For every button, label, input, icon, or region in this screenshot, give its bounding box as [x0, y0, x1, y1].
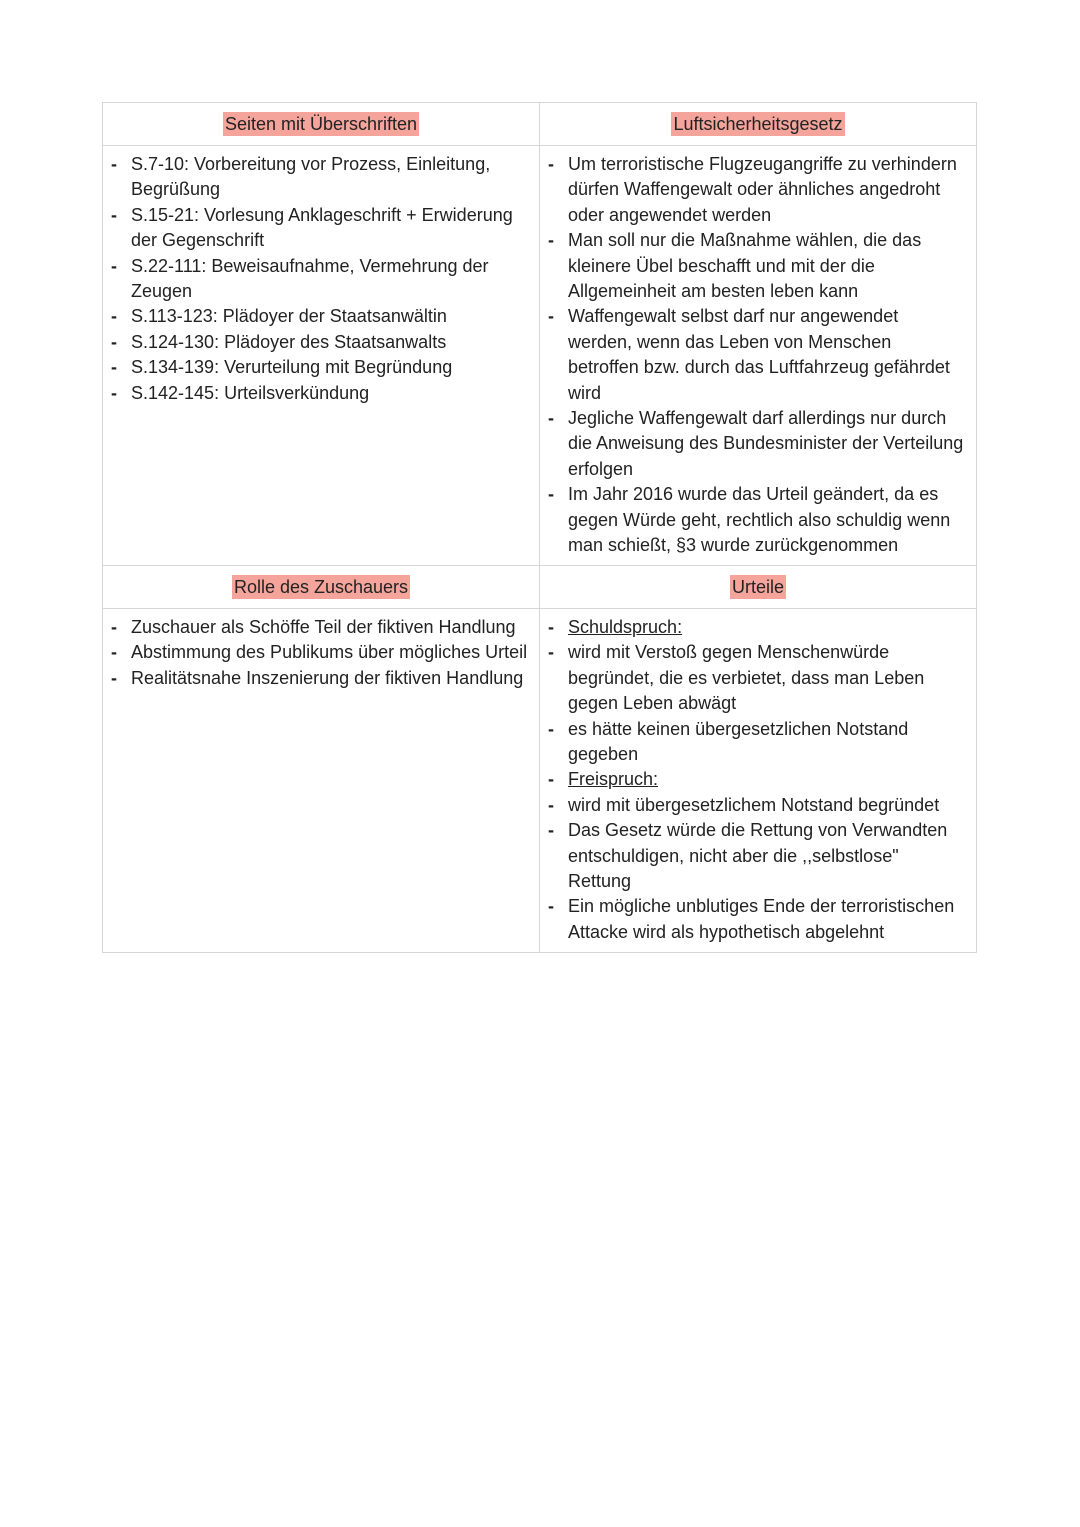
list-item: - Man soll nur die Maßnahme wählen, die das kleinere Übel beschafft und mit der die Allgemeinheit am besten leben kann — [546, 228, 966, 304]
list-item: - S.124-130: Plädoyer des Staatsanwalts — [109, 330, 529, 355]
section-title-pages: Seiten mit Überschriften — [224, 114, 418, 134]
list-item: - S.134-139: Verurteilung mit Begründung — [109, 355, 529, 380]
section-title-law: Luftsicherheitsgesetz — [673, 114, 843, 134]
acquittal-heading: Freispruch: — [568, 769, 659, 790]
list-item: - Ein mögliche unblutiges Ende der terroristischen Attacke wird als hypothetisch abgelehnt — [546, 894, 966, 945]
verdicts-cell — [540, 609, 977, 953]
guilty-heading: Schuldspruch: — [568, 617, 683, 637]
list-item: - S.15-21: Vorlesung Anklageschrift + Erwiderung der Gegenschrift — [109, 203, 529, 254]
list-item-acquittal-heading — [546, 767, 966, 792]
law-list — [546, 152, 966, 559]
list-item: - Im Jahr 2016 wurde das Urteil geändert, da es gegen Würde geht, rechtlich also schuldig wenn man schießt, §3 wurde zurückgenommen — [546, 482, 966, 558]
pages-cell — [103, 146, 540, 566]
list-item: - S.7-10: Vorbereitung vor Prozess, Einleitung, Begrüßung — [109, 152, 529, 203]
list-item: - Das Gesetz würde die Rettung von Verwandten entschuldigen, nicht aber die ,,selbstlose" Rettung — [546, 818, 966, 894]
list-item: - wird mit übergesetzlichem Notstand begründet — [546, 793, 966, 818]
list-item: - Abstimmung des Publikums über mögliches Urteil — [109, 640, 529, 665]
list-item: - S.113-123: Plädoyer der Staatsanwältin — [109, 304, 529, 329]
list-item: - Um terroristische Flugzeugangriffe zu verhindern dürfen Waffengewalt oder ähnliches angedroht oder angewendet werden — [546, 152, 966, 228]
header-cell-law — [540, 103, 977, 146]
verdicts-list — [546, 615, 966, 945]
list-item: - S.22-111: Beweisaufnahme, Vermehrung der Zeugen — [109, 254, 529, 305]
header-cell-verdicts — [540, 566, 977, 609]
law-cell — [540, 146, 977, 566]
header-cell-pages — [103, 103, 540, 146]
audience-cell — [103, 609, 540, 953]
header-cell-audience — [103, 566, 540, 609]
list-item: - Zuschauer als Schöffe Teil der fiktiven Handlung — [109, 615, 529, 640]
section-title-audience: Rolle des Zuschauers — [233, 577, 409, 597]
pages-list — [109, 152, 529, 406]
list-item-guilty-heading — [546, 615, 966, 640]
list-item: - S.142-145: Urteilsverkündung — [109, 381, 529, 406]
list-item: - es hätte keinen übergesetzlichen Notstand gegeben — [546, 717, 966, 768]
section-title-verdicts: Urteile — [731, 577, 784, 597]
list-item: - Realitätsnahe Inszenierung der fiktiven Handlung — [109, 666, 529, 691]
list-item: - Jegliche Waffengewalt darf allerdings nur durch die Anweisung des Bundesminister der Verteilung erfolgen — [546, 406, 966, 482]
list-item: - wird mit Verstoß gegen Menschenwürde begründet, die es verbietet, dass man Leben gegen Leben abwägt — [546, 640, 966, 716]
notes-table — [102, 102, 977, 953]
list-item: - Waffengewalt selbst darf nur angewendet werden, wenn das Leben von Menschen betroffen bzw. durch das Luftfahrzeug gefährdet wird — [546, 304, 966, 406]
audience-list — [109, 615, 529, 691]
